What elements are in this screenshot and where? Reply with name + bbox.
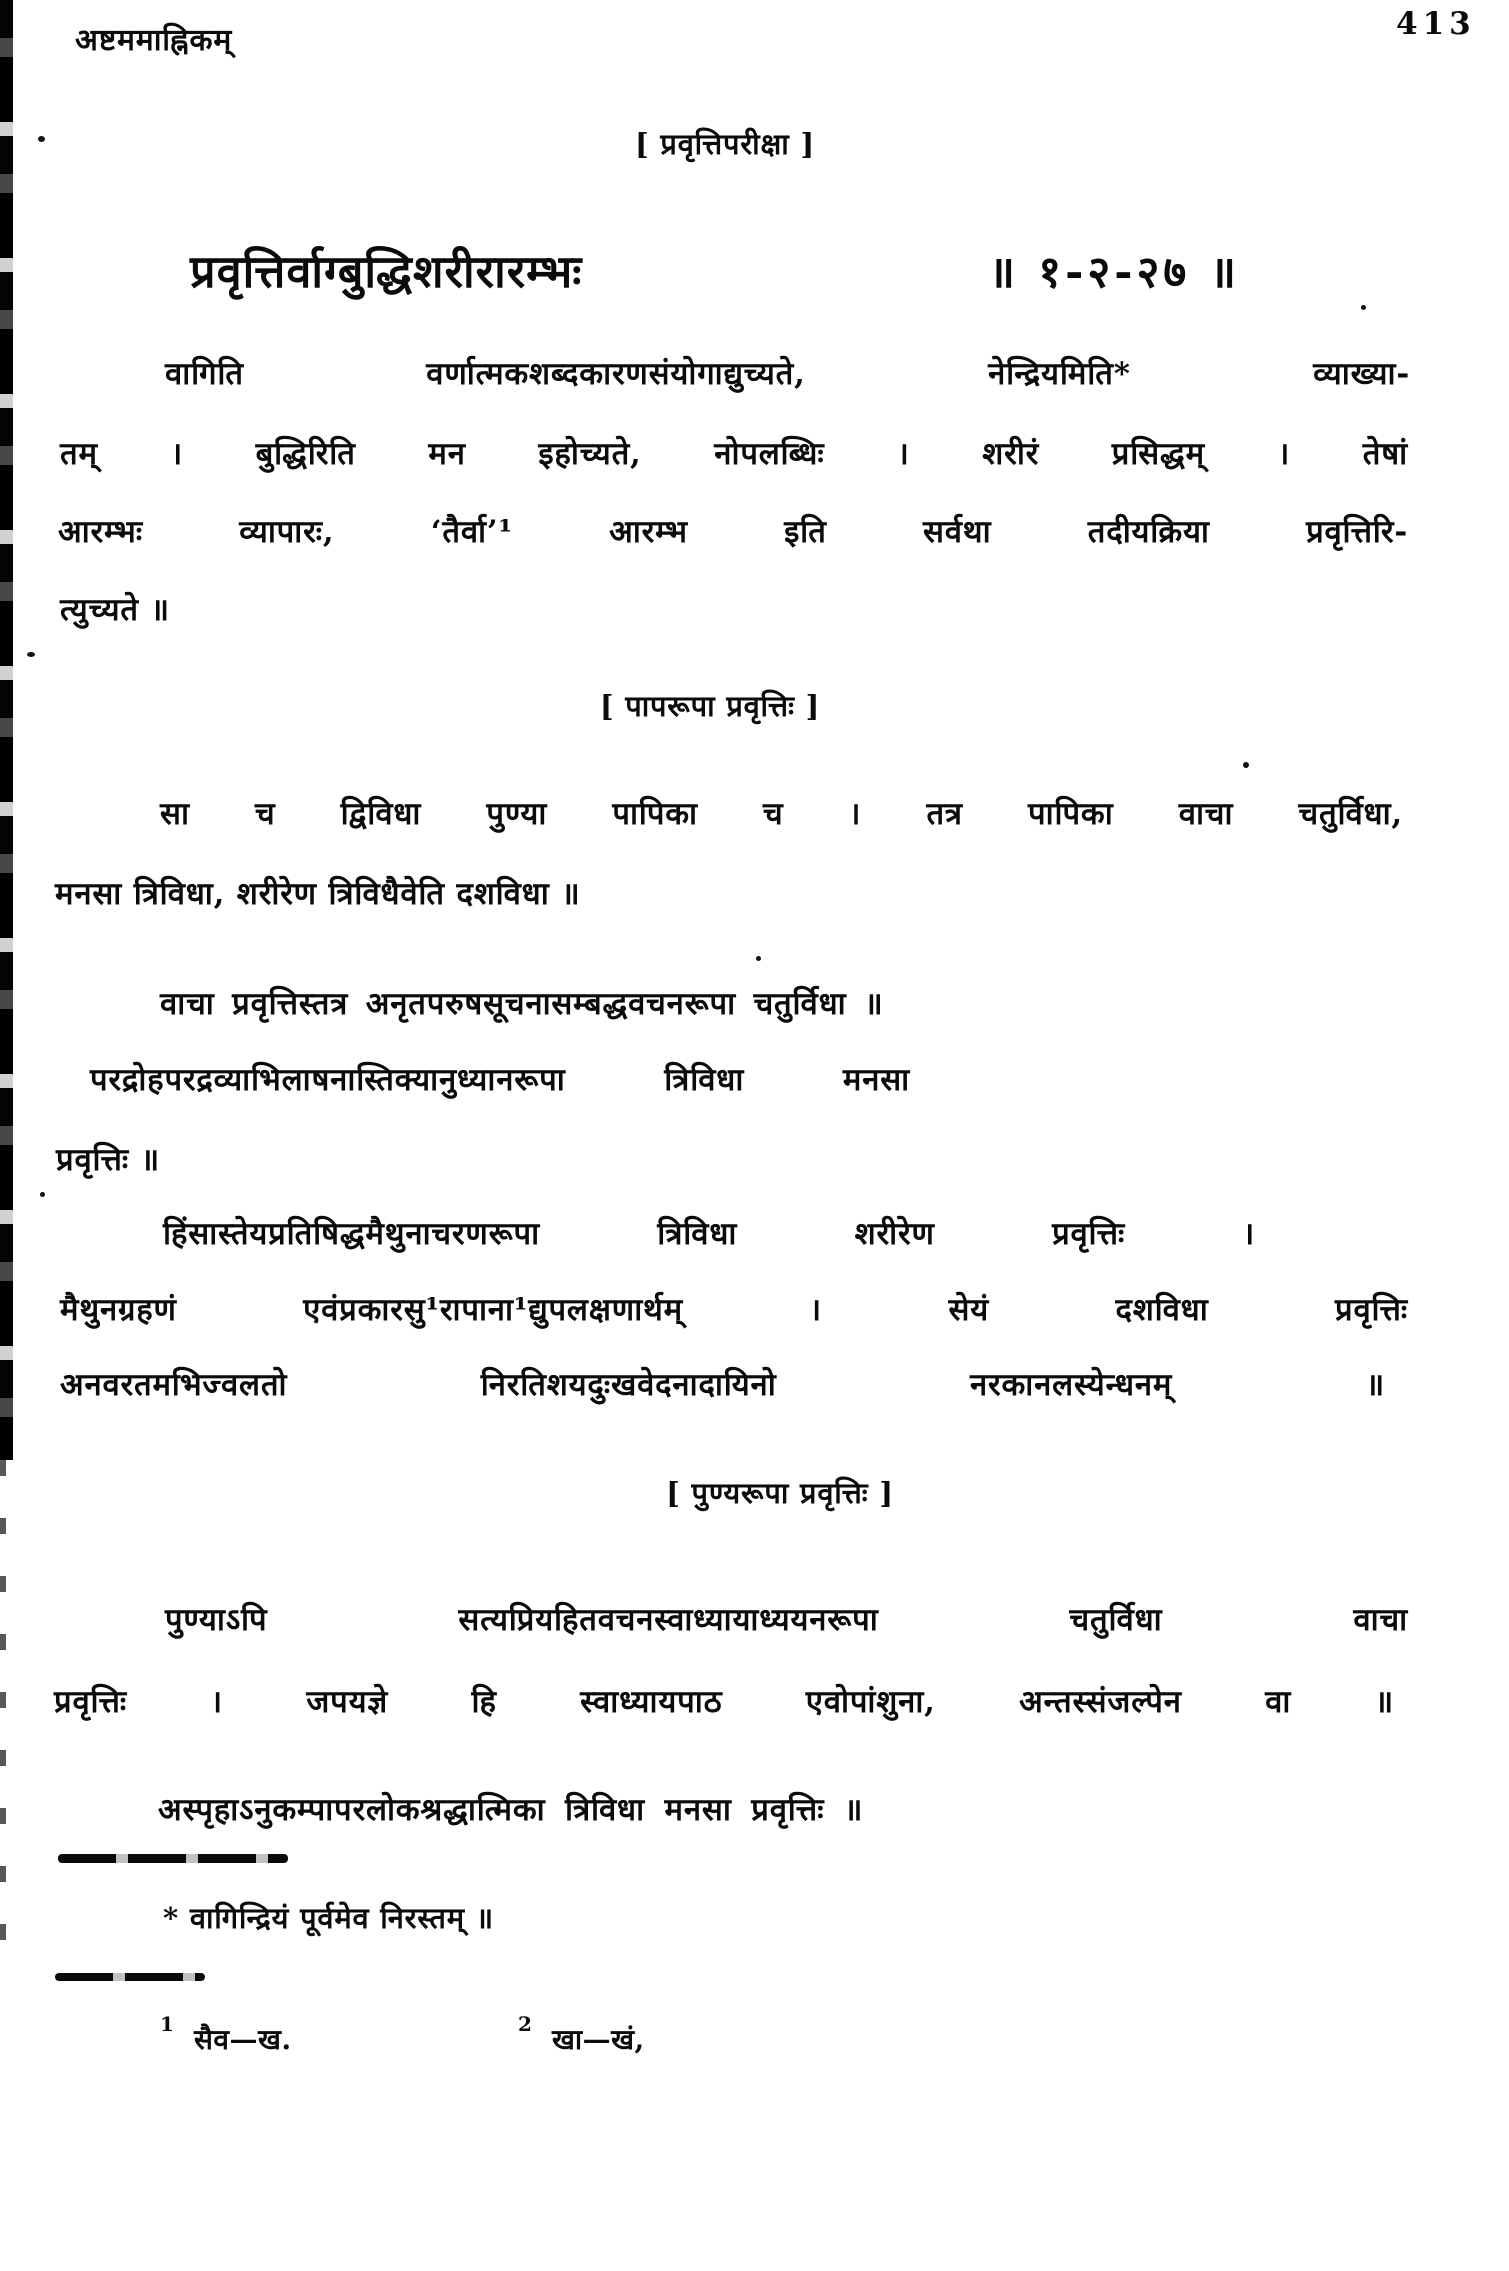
running-header: अष्टममाह्निकम्: [75, 23, 233, 58]
para6-line2: प्रवृत्तिः । जपयज्ञे हि स्वाध्यायपाठ एवोपांशुना, अन्तस्संजल्पेन वा ॥: [54, 1684, 1394, 1720]
chapter-label: [ प्रवृत्तिपरीक्षा ]: [635, 127, 815, 161]
sutra-number: ॥ १-२-२७ ॥: [988, 247, 1240, 298]
footnote2-text: खा—खं,: [552, 2023, 645, 2056]
footnote1-text: सैव—ख.: [194, 2023, 292, 2056]
ink-speck: [38, 136, 45, 142]
para5-line1: हिंसास्तेयप्रतिषिद्धमैथुनाचरणरूपा त्रिविधा शरीरेण प्रवृत्तिः ।: [163, 1216, 1255, 1252]
para5-line2: मैथुनग्रहणं एवंप्रकारसु¹रापाना¹द्युपलक्षणार्थम् । सेयं दशविधा प्रवृत्तिः: [60, 1292, 1408, 1328]
section-header-punya: [ पुण्यरूपा प्रवृत्तिः ]: [666, 1476, 894, 1510]
scan-edge-artifact: [0, 0, 13, 1460]
para1-line1: वागिति वर्णात्मकशब्दकारणसंयोगाद्युच्यते, नेन्द्रियमिति* व्याख्या-: [165, 356, 1410, 392]
para2-line1: सा च द्विविधा पुण्या पापिका च । तत्र पापिका वाचा चतुर्विधा,: [160, 796, 1403, 832]
ink-speck: [27, 652, 35, 657]
footnote-separator: [58, 1854, 288, 1863]
para5-line3: अनवरतमभिज्वलतो निरतिशयदुःखवेदनादायिनो नरकानलस्येन्धनम् ॥: [60, 1367, 1385, 1403]
para4-line1: परद्रोहपरद्रव्याभिलाषनास्तिक्यानुध्यानरूपा त्रिविधा मनसा: [90, 1062, 910, 1098]
footnote1-number: 1: [160, 2012, 174, 2036]
para7-line1: अस्पृहाऽनुकम्पापरलोकश्रद्धात्मिका त्रिविधा मनसा प्रवृत्तिः ॥: [158, 1792, 864, 1828]
ink-speck: [1361, 305, 1366, 310]
footnote-star: * वागिन्द्रियं पूर्वमेव निरस्तम् ॥: [163, 1901, 494, 1935]
ink-speck: [40, 1192, 45, 1197]
scan-edge-artifact: [0, 1460, 6, 1940]
sutra-heading: [190, 240, 1240, 301]
section-header-papa: [ पापरूपा प्रवृत्तिः ]: [599, 689, 821, 723]
ink-speck: [1243, 762, 1249, 768]
para1-line4: त्युच्यते ॥: [60, 592, 170, 628]
ink-speck: [756, 956, 761, 961]
page-number: 413: [1396, 6, 1476, 42]
sutra-text: प्रवृत्तिर्वाग्बुद्धिशरीरारम्भः: [190, 245, 583, 298]
para1-line2: तम् । बुद्धिरिति मन इहोच्यते, नोपलब्धिः । शरीरं प्रसिद्धम् । तेषां: [60, 436, 1408, 472]
footnote-separator: [55, 1973, 205, 1981]
para6-line1: पुण्याऽपि सत्यप्रियहितवचनस्वाध्यायाध्ययनरूपा चतुर्विधा वाचा: [165, 1602, 1408, 1638]
para4-line2: प्रवृत्तिः ॥: [56, 1142, 160, 1178]
footnote2-number: 2: [518, 2012, 532, 2036]
para2-line2: मनसा त्रिविधा, शरीरेण त्रिविधैवेति दशविधा ॥: [55, 876, 581, 912]
para1-line3: आरम्भः व्यापारः, ‘तैर्वा’¹ आरम्भ इति सर्वथा तदीयक्रिया प्रवृत्तिरि-: [58, 514, 1408, 550]
para3-line1: वाचा प्रवृत्तिस्तत्र अनृतपरुषसूचनासम्बद्धवचनरूपा चतुर्विधा ॥: [160, 986, 884, 1022]
